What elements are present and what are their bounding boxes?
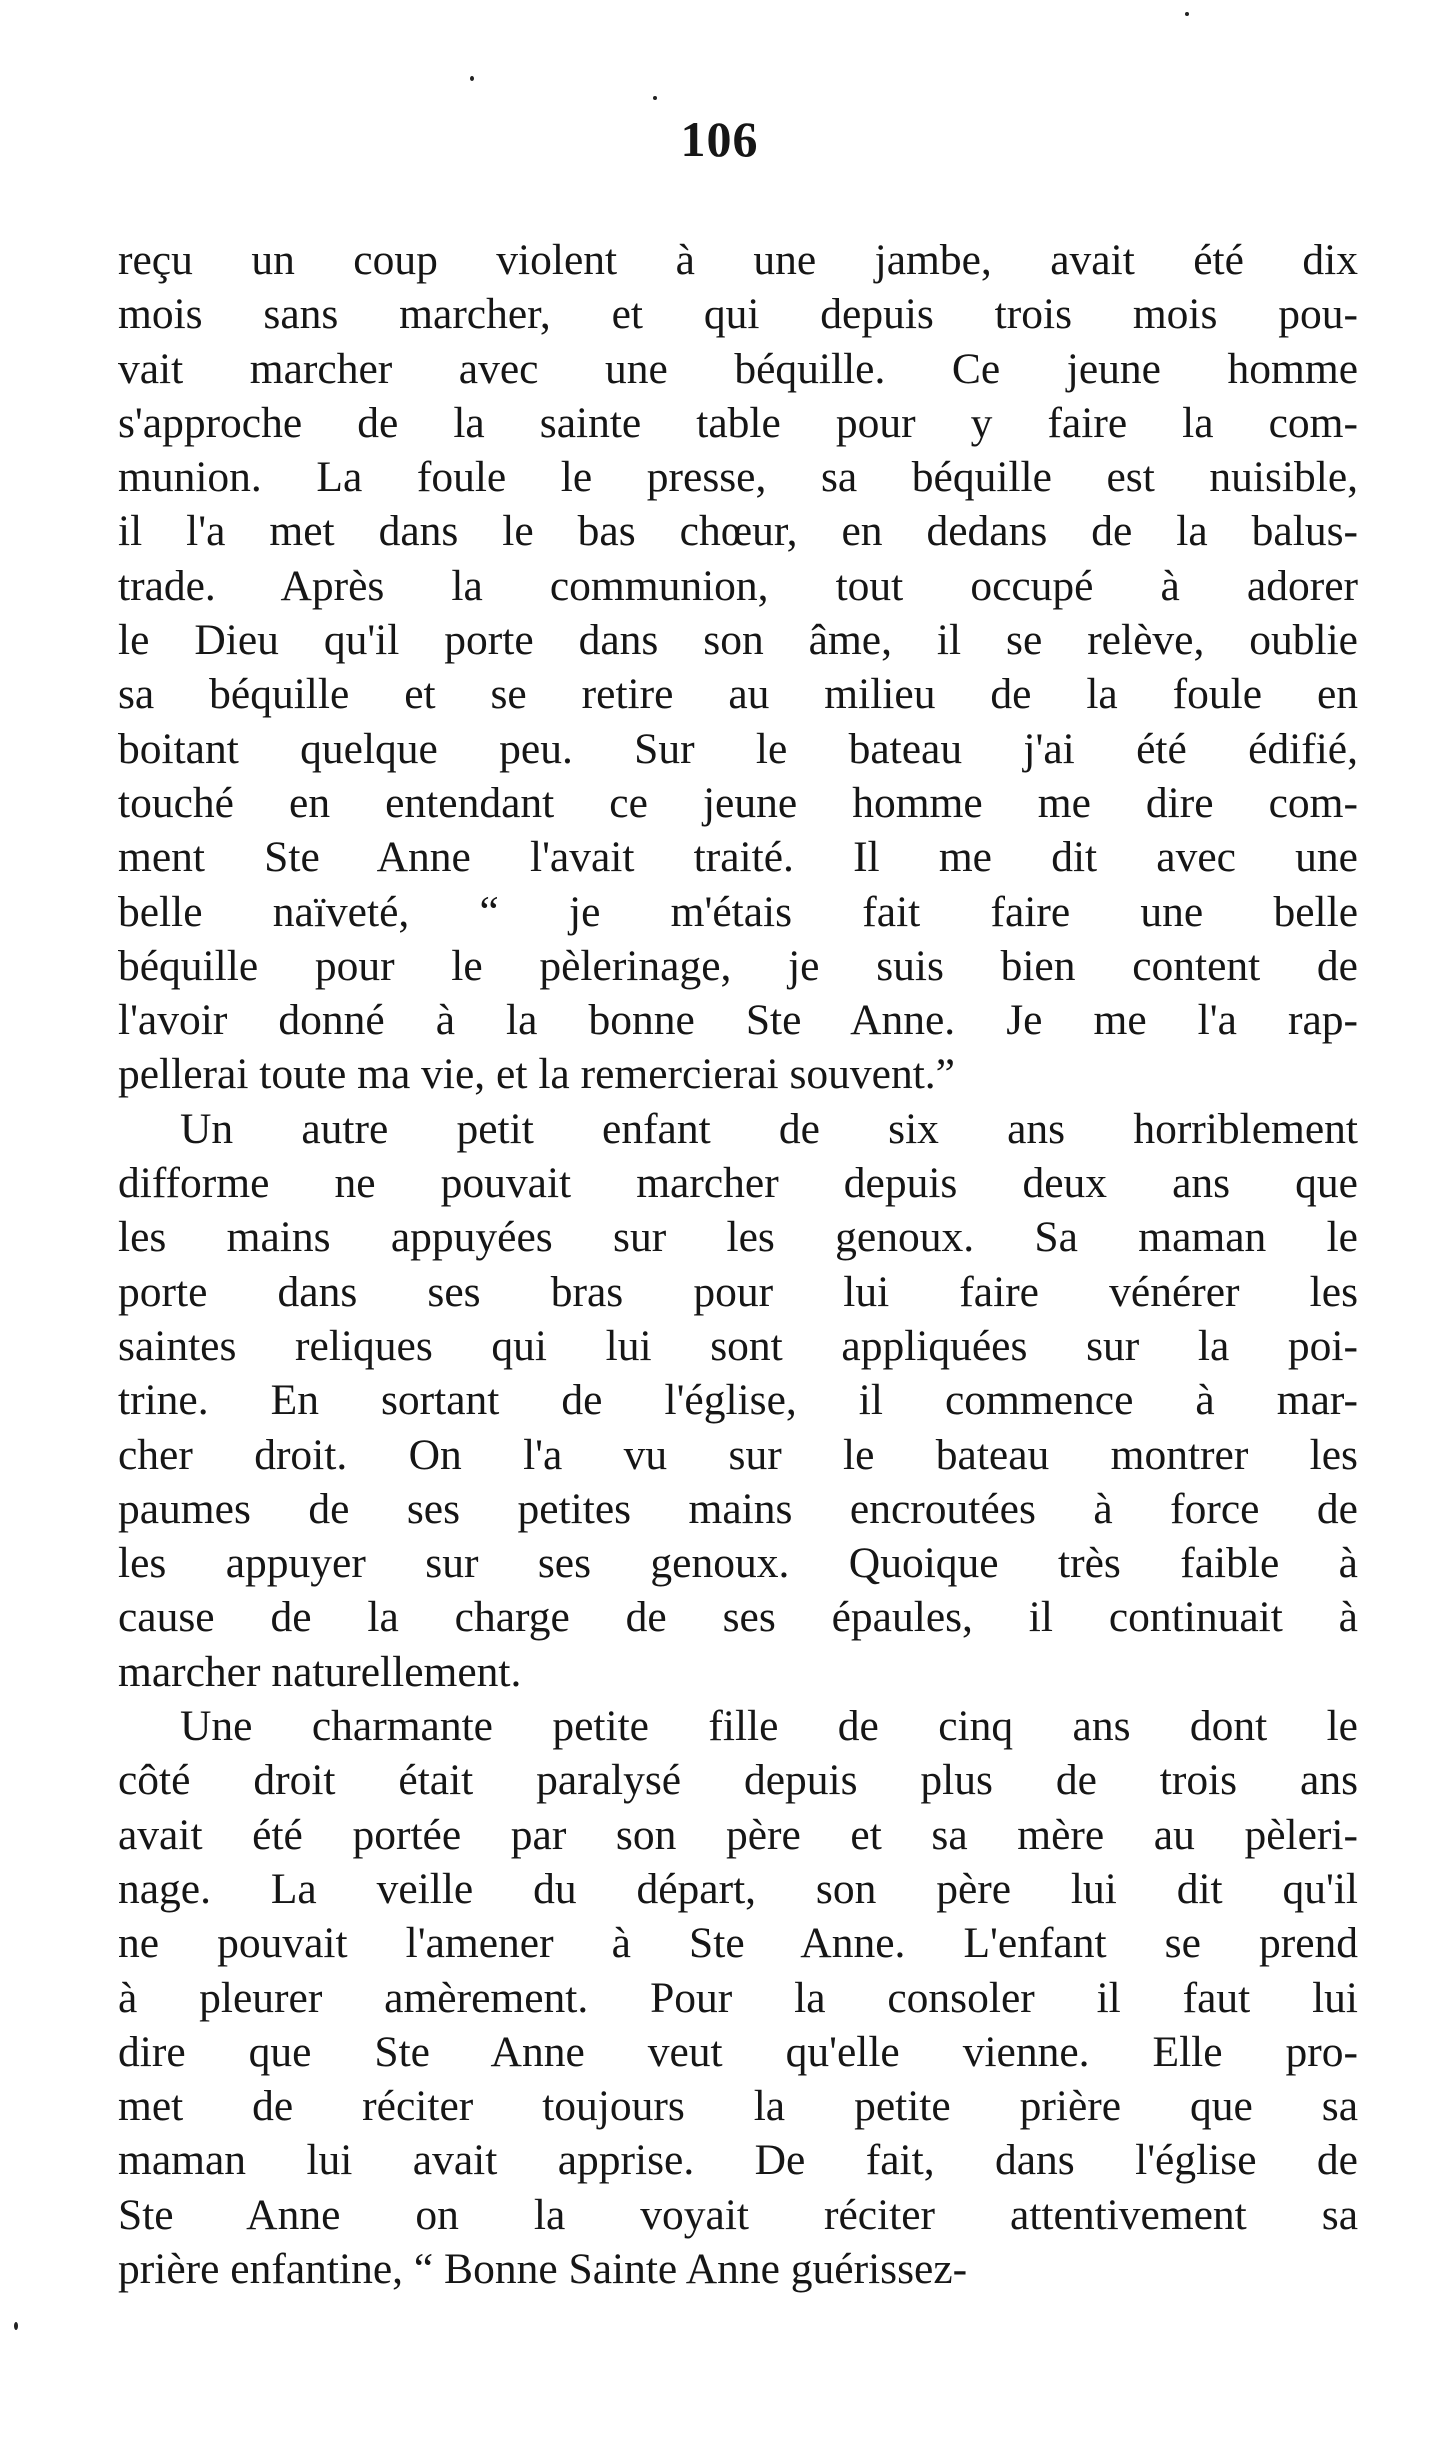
text-line: mois sans marcher, et qui depuis trois mois pou-	[118, 290, 1358, 339]
text-line: difforme ne pouvait marcher depuis deux ans que	[118, 1159, 1358, 1208]
text-line: s'approche de la sainte table pour y faire la com-	[118, 398, 1358, 447]
text-line: saintes reliques qui lui sont appliquées sur la poi-	[118, 1321, 1358, 1370]
text-line: cher droit. On l'a vu sur le bateau montrer les	[118, 1430, 1358, 1479]
text-line: ne pouvait l'amener à Ste Anne. L'enfant se prend	[118, 1919, 1358, 1968]
text-line: pellerai toute ma vie, et la remercierai souvent.”	[118, 1050, 955, 1099]
text-line: à pleurer amèrement. Pour la consoler il faut lui	[118, 1973, 1358, 2022]
page-number: 106	[680, 111, 759, 167]
text-line: les appuyer sur ses genoux. Quoique très faible à	[118, 1539, 1358, 1588]
text-line: avait été portée par son père et sa mère au pèleri-	[118, 1810, 1358, 1859]
body-text	[118, 233, 1358, 2296]
text-line: cause de la charge de ses épaules, il continuait à	[118, 1593, 1358, 1642]
text-line: béquille pour le pèlerinage, je suis bien content de	[118, 941, 1358, 990]
text-line: marcher naturellement.	[118, 1647, 522, 1696]
text-line: paumes de ses petites mains encroutées à force de	[118, 1484, 1358, 1533]
text-line: prière enfantine, “ Bonne Sainte Anne guérissez-	[118, 2244, 968, 2293]
text-line: boitant quelque peu. Sur le bateau j'ai été édifié,	[118, 724, 1358, 773]
paragraph	[118, 1102, 1358, 1699]
scan-speck	[1185, 12, 1189, 16]
scan-speck	[14, 2322, 18, 2330]
paragraph	[118, 233, 1358, 1102]
text-line: touché en entendant ce jeune homme me dire com-	[118, 778, 1358, 827]
text-line: nage. La veille du départ, son père lui dit qu'il	[118, 1864, 1358, 1913]
text-line: le Dieu qu'il porte dans son âme, il se relève, oublie	[118, 616, 1358, 665]
text-line: il l'a met dans le bas chœur, en dedans de la balus-	[118, 507, 1358, 556]
scan-speck	[470, 76, 474, 81]
text-line: met de réciter toujours la petite prière que sa	[118, 2082, 1358, 2131]
text-line: trine. En sortant de l'église, il commence à mar-	[118, 1376, 1358, 1425]
paragraph	[118, 1699, 1358, 2296]
scan-speck	[653, 96, 657, 100]
text-line: côté droit était paralysé depuis plus de trois ans	[118, 1756, 1358, 1805]
text-line: porte dans ses bras pour lui faire vénérer les	[118, 1267, 1358, 1316]
text-line: sa béquille et se retire au milieu de la foule en	[118, 670, 1358, 719]
text-line: vait marcher avec une béquille. Ce jeune homme	[118, 344, 1358, 393]
text-line: munion. La foule le presse, sa béquille est nuisible,	[118, 453, 1358, 502]
text-line: ment Ste Anne l'avait traité. Il me dit avec une	[118, 833, 1358, 882]
text-line: reçu un coup violent à une jambe, avait été dix	[118, 236, 1358, 284]
text-line: Un autre petit enfant de six ans horriblement	[180, 1104, 1358, 1153]
text-line: l'avoir donné à la bonne Ste Anne. Je me l'a rap-	[118, 996, 1358, 1045]
text-line: maman lui avait apprise. De fait, dans l'église de	[118, 2136, 1358, 2185]
text-line: trade. Après la communion, tout occupé à adorer	[118, 561, 1358, 610]
text-line: les mains appuyées sur les genoux. Sa maman le	[118, 1213, 1358, 1262]
text-line: dire que Ste Anne veut qu'elle vienne. Elle pro-	[118, 2027, 1358, 2076]
text-line: Ste Anne on la voyait réciter attentivement sa	[118, 2190, 1358, 2239]
text-line: Une charmante petite fille de cinq ans dont le	[180, 1702, 1358, 1751]
text-line: belle naïveté, “ je m'étais fait faire une belle	[118, 887, 1358, 936]
